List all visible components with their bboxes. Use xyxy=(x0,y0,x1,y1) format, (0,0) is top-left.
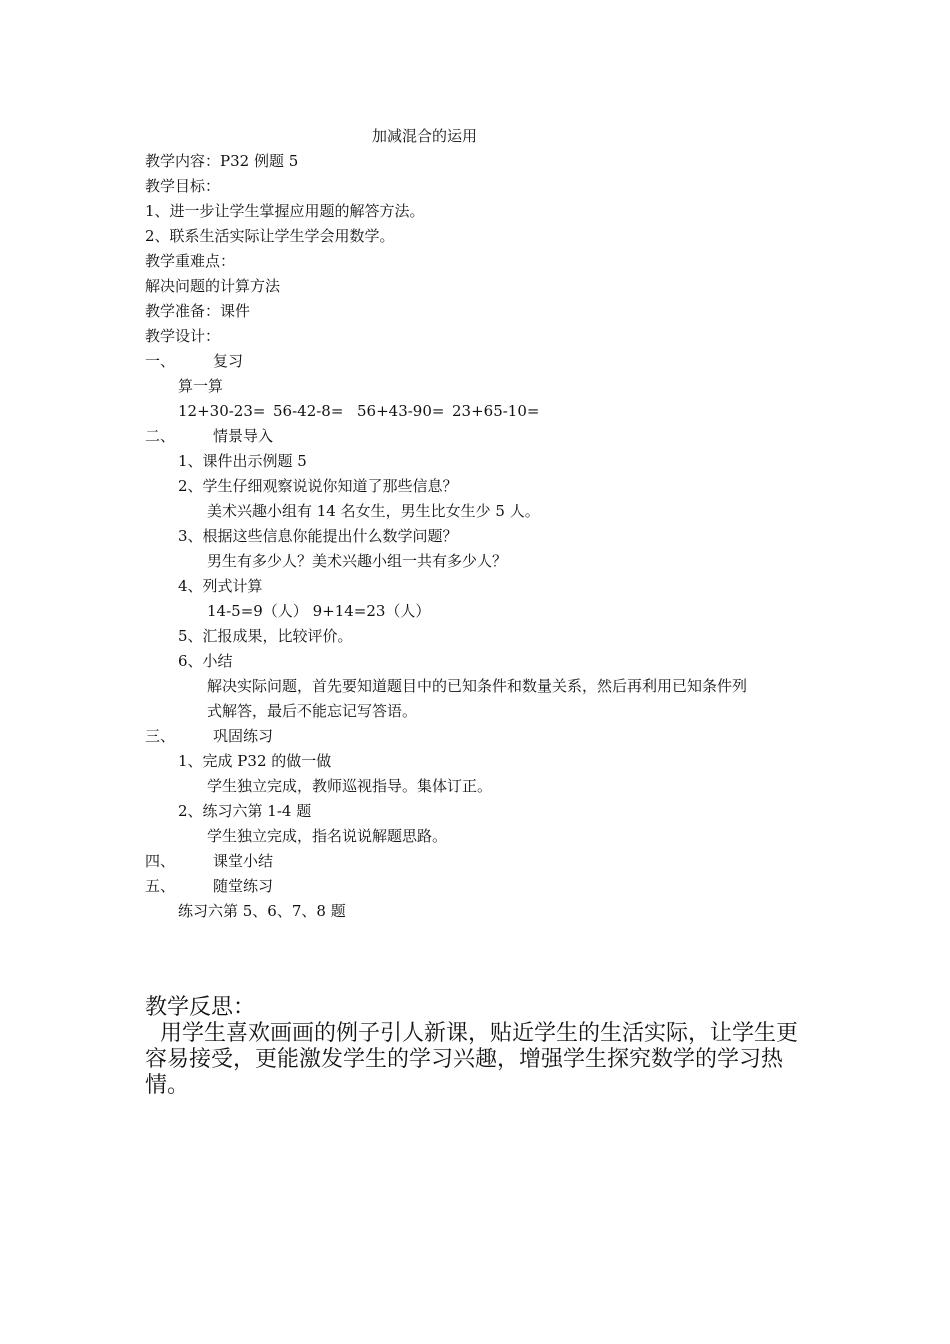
goals-heading: 教学目标： xyxy=(145,177,221,195)
s3-item-2-detail: 学生独立完成，指名说说解题思路。 xyxy=(207,827,448,845)
section-3-title: 巩固练习 xyxy=(213,727,274,745)
s2-item-2-detail: 美术兴趣小组有 14 名女生，男生比女生少 5 人。 xyxy=(207,502,540,520)
calc-item: 23+65-10= xyxy=(452,402,540,420)
s2-item-2: 2、学生仔细观察说说你知道了那些信息？ xyxy=(178,477,458,495)
s2-item-3: 3、根据这些信息你能提出什么数学问题？ xyxy=(178,527,458,545)
design-heading: 教学设计： xyxy=(145,327,221,345)
section-5-heading xyxy=(145,876,273,896)
section-5-number: 五、 xyxy=(145,877,176,895)
doc-title: 加减混合的运用 xyxy=(372,127,478,145)
section-2-title: 情景导入 xyxy=(213,427,274,445)
s2-item-1: 1、课件出示例题 5 xyxy=(178,452,307,470)
section-3-number: 三、 xyxy=(145,727,176,745)
section-4-title: 课堂小结 xyxy=(213,852,274,870)
calc-row xyxy=(178,401,539,421)
key-text: 解决问题的计算方法 xyxy=(145,277,281,295)
goal-2: 2、联系生活实际让学生学会用数学。 xyxy=(145,227,395,245)
calc-item: 56+43-90= xyxy=(357,402,445,420)
section-1-title: 复习 xyxy=(213,352,244,370)
section-4-heading xyxy=(145,851,273,871)
s2-item-6: 6、小结 xyxy=(178,652,233,670)
section-2-number: 二、 xyxy=(145,427,176,445)
goal-1: 1、进一步让学生掌握应用题的解答方法。 xyxy=(145,202,425,220)
reflection-body: 用学生喜欢画画的例子引人新课，贴近学生的生活实际，让学生更容易接受，更能激发学生的学习兴趣，增强学生探究数学的学习热情。 xyxy=(145,1021,799,1098)
section-5-title: 随堂练习 xyxy=(213,877,274,895)
teaching-content: 教学内容：P32 例题 5 xyxy=(145,152,299,170)
s5-detail: 练习六第 5、6、7、8 题 xyxy=(178,902,346,920)
key-heading: 教学重难点： xyxy=(145,252,236,270)
s2-item-5: 5、汇报成果，比较评价。 xyxy=(178,627,353,645)
section-2-heading xyxy=(145,426,273,446)
s2-item-4-detail: 14-5=9（人） 9+14=23（人） xyxy=(207,602,431,620)
calc-item: 56-42-8= xyxy=(273,402,344,420)
section-1-sub: 算一算 xyxy=(178,377,224,395)
section-4-number: 四、 xyxy=(145,852,176,870)
s3-item-2: 2、练习六第 1-4 题 xyxy=(178,802,312,820)
s3-item-1-detail: 学生独立完成，教师巡视指导。集体订正。 xyxy=(207,777,493,795)
section-1-heading xyxy=(145,351,243,371)
s3-item-1: 1、完成 P32 的做一做 xyxy=(178,752,332,770)
section-3-heading xyxy=(145,726,273,746)
preparation: 教学准备：课件 xyxy=(145,302,251,320)
s2-item-6-detail-2: 式解答，最后不能忘记写答语。 xyxy=(207,702,418,720)
reflection-heading: 教学反思： xyxy=(145,995,256,1020)
section-1-number: 一、 xyxy=(145,352,176,370)
s2-item-6-detail-1: 解决实际问题，首先要知道题目中的已知条件和数量关系，然后再利用已知条件列 xyxy=(207,677,748,695)
calc-item: 12+30-23= xyxy=(178,402,266,420)
s2-item-4: 4、列式计算 xyxy=(178,577,263,595)
s2-item-3-detail: 男生有多少人？美术兴趣小组一共有多少人？ xyxy=(207,552,508,570)
